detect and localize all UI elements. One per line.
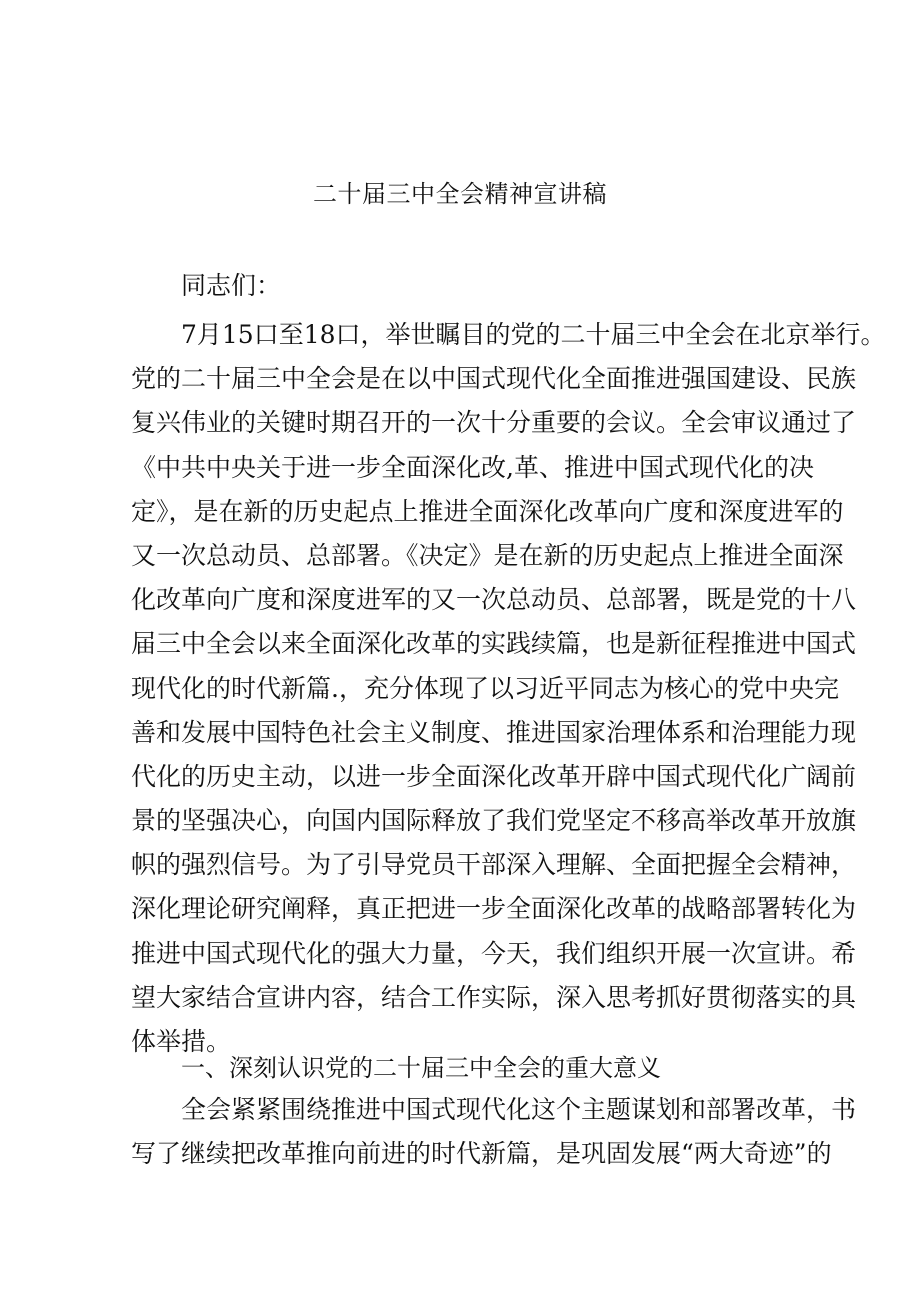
paragraph-line: 写了继续把改革推向前进的时代新篇，是巩固发展“两大奇迹”的 (131, 1139, 832, 1169)
paragraph-1 (131, 313, 886, 1064)
paragraph-line: 帜的强烈信号。为了引导党员干部深入理解、全面把握全会精神， (131, 850, 857, 880)
paragraph-line: 定》，是在新的历史起点上推进全面深化改革向广度和深度进军的 (131, 496, 844, 526)
paragraph-line: 景的坚强决心，向国内国际释放了我们党坚定不移高举改革开放旗 (131, 806, 857, 836)
paragraph-line: 党的二十届三中全会是在以中国式现代化全面推进强国建设、民族 (131, 364, 857, 394)
paragraph-line: 现代化的时代新篇.，充分体现了以习近平同志为核心的党中央完 (131, 673, 839, 703)
paragraph-line: 《中共中央关于进一步全面深化改,革、推进中国式现代化的决 (131, 452, 814, 482)
paragraph-line: 复兴伟业的关键时期召开的一次十分重要的会议。全会审议通过了 (131, 408, 857, 438)
document-title: 二十届三中全会精神宣讲稿 (313, 180, 607, 208)
section-heading: 一、深刻认识党的二十届三中全会的重大意义 (181, 1054, 661, 1082)
paragraph-line: 全会紧紧围绕推进中国式现代化这个主题谋划和部署改革，书 (181, 1095, 857, 1124)
paragraph-line: 推进中国式现代化的强大力量，今天，我们组织开展一次宣讲。希 (131, 938, 857, 968)
paragraph-line: 体举措。 (131, 1027, 232, 1056)
paragraph-line: 届三中全会以来全面深化改革的实践续篇，也是新征程推进中国式 (131, 629, 857, 659)
paragraph-line: 7月15口至18口，举世瞩目的党的二十届三中全会在北京举行。 (181, 320, 886, 349)
paragraph-2 (131, 1088, 857, 1176)
paragraph-line: 深化理论研究阐释，真正把进一步全面深化改革的战略部署转化为 (131, 894, 857, 924)
paragraph-line: 善和发展中国特色社会主义制度、推进国家治理体系和治理能力现 (131, 717, 857, 747)
paragraph-line: 又一次总动员、总部署。《决定》是在新的历史起点上推进全面深 (131, 540, 844, 570)
paragraph-line: 化改革向广度和深度进军的又一次总动员、总部署，既是党的十八 (131, 585, 857, 615)
paragraph-line: 代化的历史主动，以进一步全面深化改革开辟中国式现代化广阔前 (131, 761, 857, 791)
greeting: 同志们： (181, 271, 282, 300)
paragraph-line: 望大家结合宣讲内容，结合工作实际，深入思考抓好贯彻落实的具 (131, 982, 857, 1012)
